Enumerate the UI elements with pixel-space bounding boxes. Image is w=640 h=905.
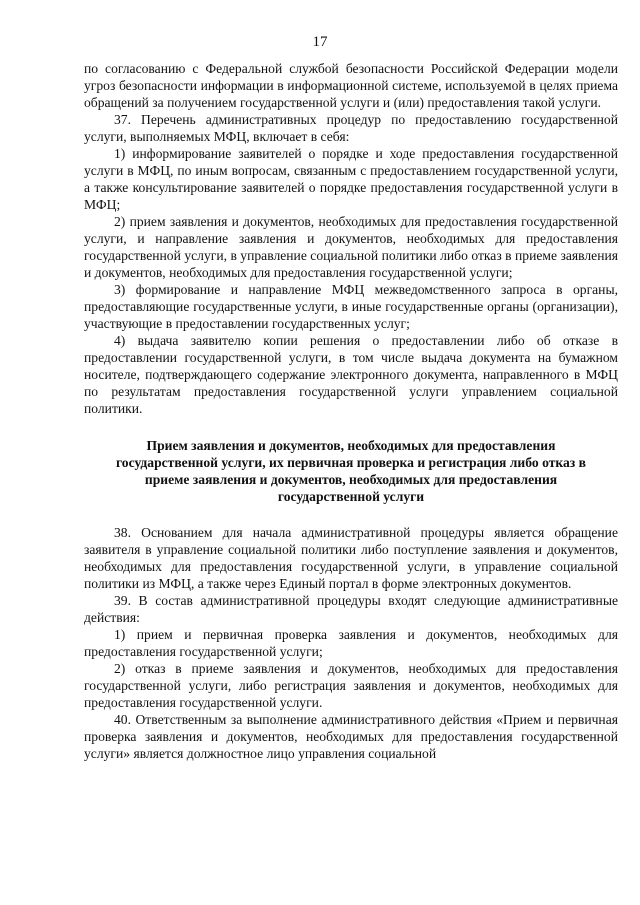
- paragraph-39: 39. В состав административной процедуры входят следующие административные действия:: [84, 593, 618, 625]
- section-heading: Прием заявления и документов, необходимых для предоставления государственной услуги, их первичная проверка и регистрация либо отказ в приеме заявления и документов, необходимых для предоставления государственной услуги: [115, 438, 587, 504]
- page-number: 17: [312, 34, 328, 50]
- paragraph-40: 40. Ответственным за выполнение административного действия «Прием и первичная проверка заявления и документов, необходимых для предоставления государственной услуги» является должностное лицо управления социальной: [84, 712, 618, 761]
- paragraph-37: 37. Перечень административных процедур по предоставлению государственной услуги, выполняемых МФЦ, включает в себя:: [84, 112, 618, 144]
- action-item-2: 2) отказ в приеме заявления и документов, необходимых для предоставления государственной услуги, либо регистрация заявления и документов, необходимых для предоставления государственной услуги.: [84, 661, 618, 710]
- list-item-1-informing: 1) информирование заявителей о порядке и ходе предоставления государственной услуги в МФЦ, по иным вопросам, связанным с предоставлением государственной услуги, а также консультирование заявителей о порядке предоставления государственной услуги в МФЦ;: [84, 146, 618, 212]
- list-item-4-issuance: 4) выдача заявителю копии решения о предоставлении либо об отказе в предоставлении государственной услуги, в том числе выдача документа на бумажном носителе, подтверждающего содержание электронного документа, направленного в МФЦ по результатам предоставления государственной услуги управлением социальной политики.: [84, 333, 618, 416]
- document-body: [84, 60, 618, 762]
- paragraph-continuation: по согласованию с Федеральной службой безопасности Российской Федерации модели угроз безопасности информации в информационной системе, используемой в целях приема обращений за получением государственной услуги и (или) предоставления такой услуги.: [84, 61, 618, 110]
- paragraph-38: 38. Основанием для начала административной процедуры является обращение заявителя в управление социальной политики либо поступление заявления и документов, необходимых для предоставления государственной услуги, в управление социальной политики из МФЦ, а также через Единый портал в форме электронных документов.: [84, 525, 618, 591]
- list-item-3-interagency-request: 3) формирование и направление МФЦ межведомственного запроса в органы, предоставляющие государственные услуги, в иные государственные органы (организации), участвующие в предоставлении государственных услуг;: [84, 282, 618, 331]
- action-item-1: 1) прием и первичная проверка заявления и документов, необходимых для предоставления государственной услуги;: [84, 627, 618, 659]
- list-item-2-reception: 2) прием заявления и документов, необходимых для предоставления государственной услуги, и направление заявления и документов, необходимых для предоставления государственной услуги, в управление социальной политики либо отказ в приеме заявления и документов, необходимых для предоставления государственной услуги;: [84, 214, 618, 280]
